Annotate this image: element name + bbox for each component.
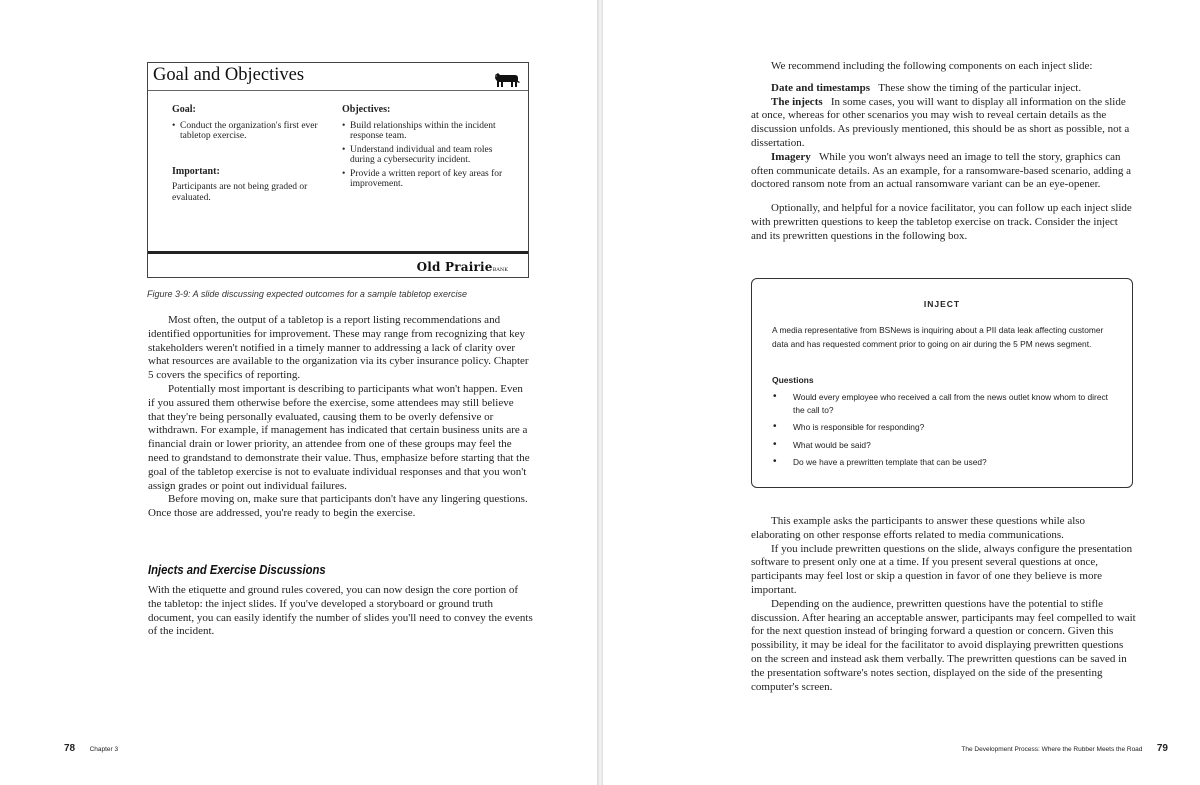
paragraph: Potentially most important is describing to participants what won't happen. Even if you assured them otherwise before the exercise, some attendees may still believe that they're being personally evaluated, causing them to be overly defensive or withdrawn. For example, if management has indicated that certain business units are a financial drain or lower priority, an attendee from one of these groups may feel the need to grandstand to demonstrate their value. Thus, emphasize before starting that the goal of the tabletop exercise is not to evaluate individual responses and that you won't assign grades or point out individual failures.: [148, 382, 530, 492]
bank-logo-name: Old Prairie: [416, 260, 493, 274]
bank-logo-suffix: BANK: [492, 267, 508, 273]
inject-box-text: A media representative from BSNews is inquiring about a PII data leak affecting customer data and has requested comment prior to going on air during the 5 PM news segment.: [772, 325, 1104, 349]
goal-objectives-slide: [147, 62, 529, 278]
page-number: 78: [64, 743, 76, 754]
intro-paragraph: We recommend including the following components on each inject slide:: [771, 60, 1093, 72]
entry-text: In some cases, you will want to display all information on the slide at once, whereas for other scenarios you may wish to reveal certain details as the discussion unfolds. As previously mentioned, this should be as short as possible, not a dissertation.: [751, 95, 1130, 149]
inject-box-title: INJECT: [923, 299, 961, 309]
figure-caption: Figure 3-9: A slide discussing expected outcomes for a sample tabletop exercise: [147, 289, 467, 299]
definition-entry: [751, 82, 1136, 96]
paragraph: Most often, the output of a tabletop is a report listing recommendations and identified opportunities for improvement. These may range from recognizing that key stakeholders weren't notified in a timely manner to addressing a lack of clarity over what resources are available to the organization via its cyber insurance policy. Chapter 5 covers the specifics of reporting.: [148, 314, 529, 382]
paragraph: Depending on the audience, prewritten questions have the potential to stifle discussion. After hearing an acceptable answer, participants may feel compelled to wait for the next question instead of bringing forward a question or concern. Given this possibility, it may be ideal for the facilitator to avoid displaying prewritten questions on the screen and instead ask them verbally. The prewritten questions can be saved in the presentation software's notes section, displayed on the side of the presenting computer's screen.: [751, 597, 1136, 693]
questions-label: Questions: [772, 375, 814, 385]
left-page: [0, 0, 597, 785]
objectives-heading: Objectives:: [342, 104, 391, 115]
important-note: [172, 167, 332, 204]
questions-list: [772, 391, 1117, 474]
paragraph: Optionally, and helpful for a novice facilitator, you can follow up each inject slide with prewritten questions to keep the tabletop exercise on track. Consider the inject and its prewritten questions in the following box.: [751, 202, 1132, 242]
important-heading: Important:: [172, 165, 220, 177]
definition-entry: [751, 96, 1136, 151]
objective-item: • Provide a written report of key areas for improvement.: [342, 169, 507, 190]
objective-item: • Understand individual and team roles during a cybersecurity incident.: [342, 145, 507, 166]
goal-column: [172, 105, 332, 203]
goal-heading: Goal:: [172, 104, 196, 115]
goal-list: [172, 121, 332, 142]
question-item: • Do we have a prewritten template that can be used?: [772, 456, 1117, 469]
objectives-list: [342, 121, 507, 190]
section-heading: Injects and Exercise Discussions: [148, 563, 326, 577]
entry-term: The injects: [771, 95, 823, 108]
right-footer: [961, 738, 1168, 756]
entry-term: Date and timestamps: [771, 81, 870, 94]
important-text: Participants are not being graded or evaluated.: [172, 182, 308, 203]
cow-icon: [493, 70, 521, 88]
goal-item: • Conduct the organization's first ever tabletop exercise.: [172, 121, 332, 142]
entry-text: These show the timing of the particular inject.: [878, 81, 1082, 94]
question-item: • What would be said?: [772, 439, 1117, 452]
right-body-text: [751, 515, 1136, 694]
question-item: • Would every employee who received a call from the news outlet know whom to direct the call to?: [772, 391, 1117, 416]
left-body-text: [148, 314, 530, 521]
footer-chapter-title: The Development Process: Where the Rubber Meets the Road: [961, 746, 1143, 753]
objectives-column: [342, 105, 507, 193]
paragraph: This example asks the participants to answer these questions while also elaborating on other response efforts related to media communications.: [751, 515, 1086, 541]
slide-title: Goal and Objectives: [153, 65, 305, 85]
section-body-text: [148, 584, 533, 639]
entry-text: While you won't always need an image to tell the story, graphics can often communicate details. As an example, for a ransomware-based scenario, adding a doctored ransom note from an actual ransomware variant can be an eye-opener.: [751, 150, 1131, 191]
page-number: 79: [1156, 743, 1168, 754]
paragraph: Before moving on, make sure that participants don't have any lingering questions. Once those are addressed, you're ready to begin the exercise.: [148, 493, 528, 520]
left-footer: [64, 738, 118, 756]
right-top-text: [751, 60, 1136, 244]
question-item: • Who is responsible for responding?: [772, 421, 1117, 434]
slide-bottom-rule: [148, 251, 528, 254]
paragraph: If you include prewritten questions on the slide, always configure the presentation software to present only one at a time. If you present several questions at once, participants may feel lost or skip a question in favor of one they believe is more important.: [751, 542, 1133, 596]
slide-title-rule: [148, 90, 528, 91]
inject-box: [751, 278, 1133, 488]
bank-logo: [417, 260, 508, 274]
paragraph: With the etiquette and ground rules covered, you can now design the core portion of the tabletop: the inject slides. If you've developed a storyboard or ground truth document, you can easily identify the number of slides you'll need to convey the events of the incident.: [148, 584, 533, 638]
right-page: [603, 0, 1200, 785]
definition-entry: [751, 151, 1136, 192]
footer-chapter: Chapter 3: [89, 746, 119, 753]
objective-item: • Build relationships within the incident response team.: [342, 121, 507, 142]
entry-term: Imagery: [771, 150, 811, 163]
